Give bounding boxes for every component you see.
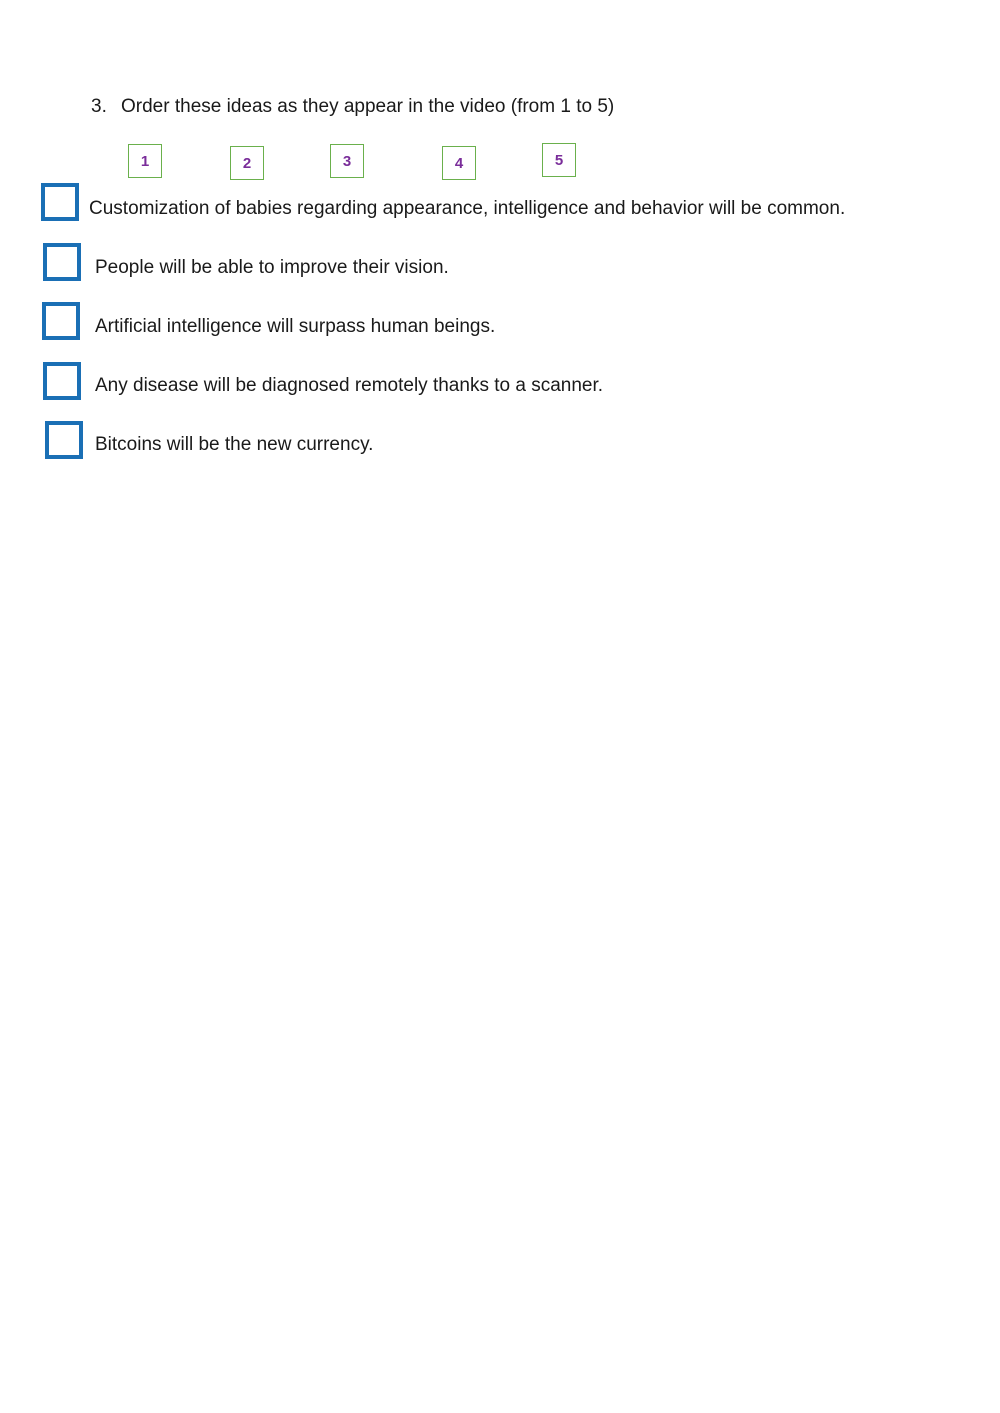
idea-statement-3: Artificial intelligence will surpass human beings. [95,316,496,337]
drop-slot-5[interactable] [45,421,83,459]
number-tile-2[interactable]: 2 [230,146,264,180]
number-tile-1[interactable]: 1 [128,144,162,178]
number-tile-5[interactable]: 5 [542,143,576,177]
number-tile-4[interactable]: 4 [442,146,476,180]
question-heading [91,96,614,118]
number-tile-3[interactable]: 3 [330,144,364,178]
idea-statement-1: Customization of babies regarding appearance, intelligence and behavior will be common. [89,198,846,219]
idea-statement-2: People will be able to improve their vision. [95,257,449,278]
idea-statement-5: Bitcoins will be the new currency. [95,434,374,455]
drop-slot-4[interactable] [43,362,81,400]
drop-slot-3[interactable] [42,302,80,340]
drop-slot-2[interactable] [43,243,81,281]
drop-slot-1[interactable] [41,183,79,221]
question-prompt: Order these ideas as they appear in the video (from 1 to 5) [121,96,615,117]
idea-statement-4: Any disease will be diagnosed remotely thanks to a scanner. [95,375,604,396]
question-number: 3. [91,96,107,117]
